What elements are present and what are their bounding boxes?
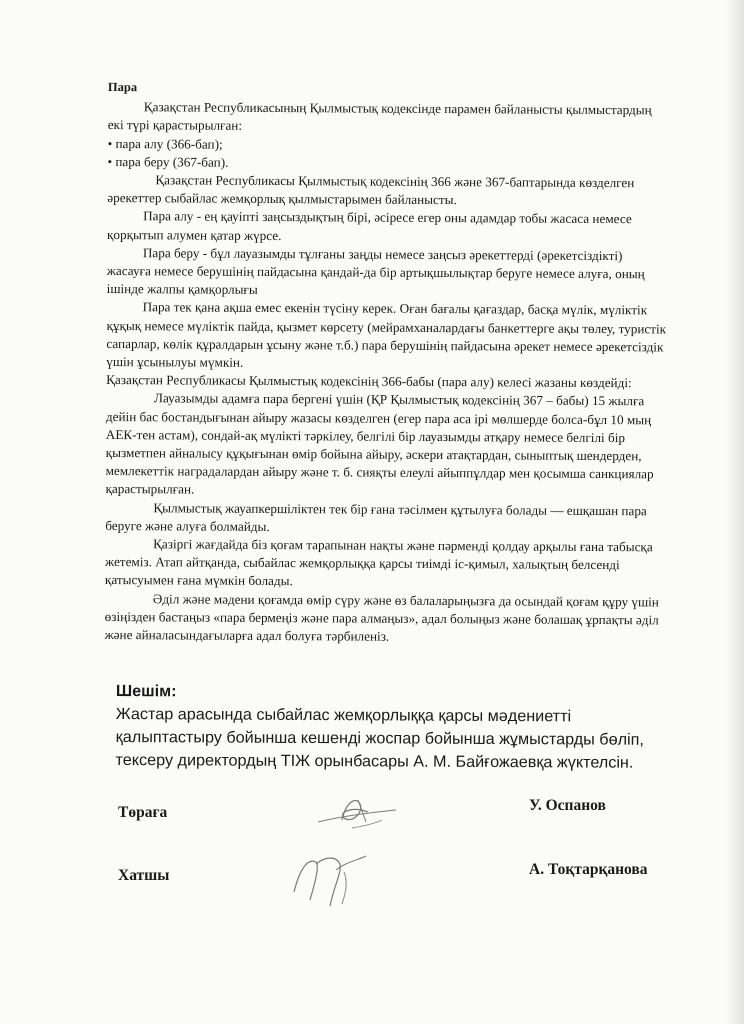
secretary-label: Хатшы <box>118 867 170 884</box>
decision-block <box>116 680 676 775</box>
document-body <box>105 78 668 648</box>
paragraph: Пара алу - ең қауіпті заңсыздықтың бірі, әсіресе егер оны адамдар тобы жасаса немесе қорқытып алумен қатар жүрсе. <box>107 208 632 243</box>
paragraph: Қылмыстық жауапкершіліктен тек бір ғана тәсілмен құтылуға болады — ешқашан пара беруге және алуға болмайды. <box>105 499 647 534</box>
decision-heading: Шешім: <box>115 682 177 701</box>
paragraph: Пара беру - бұл лауазымды тұлғаны заңды немесе заңсыз әрекеттерді (әрекетсіздікті) жасауға немесе берушінің пайдасына қандай-да бір артықшылықтар беруге немесе алуға, оның ішінде жалпы қамқорлығы <box>106 245 645 298</box>
bullet-item: • пара алу (366-бап); <box>107 135 223 152</box>
paragraph: Қазіргі жағдайда біз қоғам тарапынан нақты және пәрменді қолдау арқылы ғана табысқа жетеміз. Атап айтқанда, сыбайлас жемқорлыққа қарсы тиімді іс-қимыл, халықтың белсенді қатысуымен ғана мүмкін болады. <box>104 536 653 589</box>
paragraph: Қазақстан Республикасы Қылмыстық кодексінің 366 және 367-баптарында көзделген әрекеттер сыбайлас жемқорлық қылмыстарымен байланысты. <box>107 172 635 208</box>
paragraph: Пара тек қана ақша емес екенін түсіну керек. Оған бағалы қағаздар, басқа мүлік, мүліктік құқық немесе мүліктік пайда, қызмет көрсету (мейрамханалардағы банкеттерге ақы төлеу, туристік сапарлар, көлік құралдарын ұсыну және т.б.) пара берушінің пайдасына әрекет немесе әрекетсіздік үшін ұсынылуы мүмкін. <box>106 299 667 370</box>
paragraph: Қазақстан Республикасының Қылмыстық кодексінде парамен байланысты қылмыстардың екі түрі қарастырылған: <box>107 99 652 134</box>
chair-label: Төраға <box>118 804 168 821</box>
chair-signature-icon <box>312 790 402 836</box>
decision-text: Жастар арасында сыбайлас жемқорлыққа қарсы мәдениетті қалыптастыру бойынша кешенді жоспар бойынша жұмыстарды бөліп, тексеру директордың ТІЖ орынбасары А. М. Байғожаевқа жүктелсін. <box>115 704 644 772</box>
paragraph: Әділ және мәдени қоғамда өмір сүру және өз балаларыңызға да осындай қоғам құру үшін өзіңізден бастаңыз «пара бермеңіз және пара алмаңыз», адал болыңыз және болашақ ұрпақты әділ және айналасындағыларға адал болуға тәрбиленіз. <box>104 590 659 644</box>
secretary-signature-icon <box>286 846 376 910</box>
chair-name: У. Оспанов <box>529 797 606 814</box>
bullet-item: • пара беру (367-бап). <box>107 153 229 170</box>
secretary-name: А. Тоқтарқанова <box>529 861 648 878</box>
paragraph: Қазақстан Республикасы Қылмыстық кодексінің 366-бабы (пара алу) келесі жазаны көздейді: <box>106 372 632 391</box>
document-title: Пара <box>107 79 138 95</box>
scan-edge-shadow <box>726 0 744 1024</box>
paragraph: Лауазымды адамға пара бергені үшін (ҚР Қылмыстық кодексінің 367 – бабы) 15 жылға дейін бас бостандығынан айыру жазасы көзделген (егер пара аса ірі мөлшерде болса-бұл 10 мың АЕК-тен астам), сондай-ақ мүлікті тәркілеу, белгілі бір лауазымды атқару немесе белгілі бір қызметпен айналысу құқығынан өмір бойына айыру, әскери атақтардан, сыныптық шендерден, мемлекеттік наградалардан айыру және т. б. сияқты елеулі айыппұлдар мен қосымша санкциялар қарастырылған. <box>105 390 654 498</box>
